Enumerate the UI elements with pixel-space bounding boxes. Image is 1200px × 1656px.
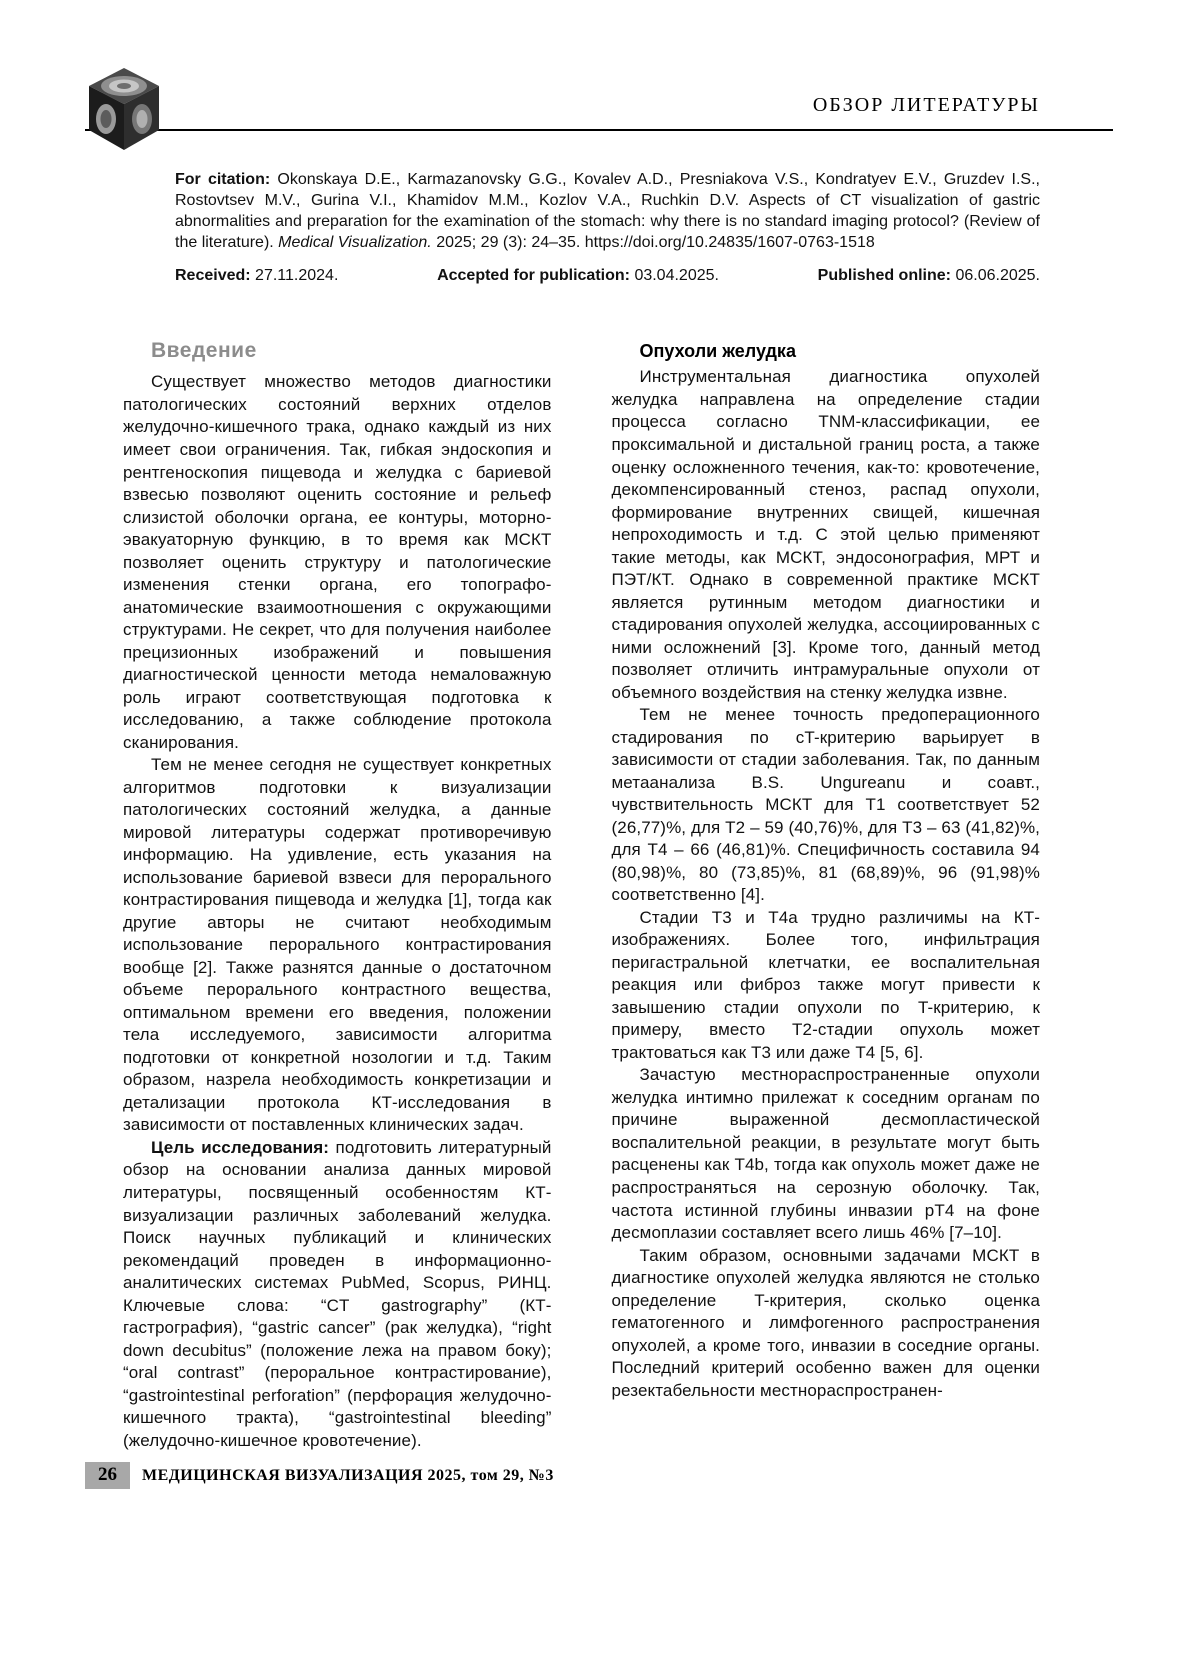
study-goal-text: подготовить литературный обзор на основании анализа данных мировой литературы, посвященный особенностям КТ-визуализации различных заболеваний желудка. Поиск научных публикаций и клинических рекомендаций проведен в информационно-аналитических системах PubMed, Scopus, РИНЦ. Ключевые слова: “CT gastrography” (КТ-гастрография), “gastric cancer” (рак желудка), “right down decubitus” (положение лежа на правом боку); “oral contrast” (пероральное контрастирование), “gastrointestinal perforation” (перфорация желудочно-кишечного тракта), “gastrointestinal bleeding” (желудочно-кишечное кровотечение). — [123, 1137, 552, 1450]
published-label: Published online: — [817, 267, 951, 285]
published-date — [818, 267, 1040, 285]
citation-journal: Medical Visualization. — [278, 234, 432, 252]
received-label: Received: — [175, 267, 251, 285]
dates-row — [175, 267, 1040, 285]
journal-footer-line: МЕДИЦИНСКАЯ ВИЗУАЛИЗАЦИЯ 2025, том 29, №3 — [142, 1466, 554, 1484]
paragraph: Существует множество методов диагностики патологических состояний верхних отделов желудочно-кишечного трака, однако каждый из них имеет свои ограничения. Так, гибкая эндоскопия и рентгеноскопия пищевода и желудка с бариевой взвесью позволяют оценить состояние и рельеф слизистой оболочки органа, ее контуры, моторно-эвакуаторную функцию, в то время как МСКТ позволяет оценить структуру и патологические изменения стенки органа, его топографо-анатомические взаимоотношения с окружающими структурами. Не секрет, что для получения наиболее прецизионных изображений и повышения диагностической ценности метода немаловажную роль играют соответствующая подготовка к исследованию, а также соблюдение протокола сканирования. — [123, 372, 552, 752]
left-column — [123, 339, 552, 1452]
article-body — [123, 339, 1040, 1452]
page-footer — [85, 1462, 554, 1489]
received-value: 27.11.2024. — [255, 267, 339, 285]
received-date — [175, 267, 338, 285]
paragraph — [123, 1137, 552, 1452]
citation-authors-title: Okonskaya D.E., Karmazanovsky G.G., Kovalev A.D., Presniakova V.S., Kondratyev E.V., Gruzdev I.S., Rostovtsev M.V., Gurina V.I., Khamidov M.M., Kozlov V.A., Ruchkin D.V. Aspects of CT visualization of gastric abnormalities and preparation for the examination of the stomach: why there is no standard imaging protocol? (Review of the literature). — [175, 171, 1040, 252]
page-header — [85, 0, 1113, 131]
accepted-date — [437, 267, 719, 285]
introduction-heading: Введение — [151, 339, 257, 363]
gastric-tumors-heading: Опухоли желудка — [639, 341, 796, 362]
journal-logo-icon — [85, 66, 163, 154]
citation-issue: 2025; 29 (3): 24–35. — [436, 234, 581, 252]
right-column — [612, 339, 1041, 1452]
citation-label: For citation: — [175, 171, 271, 188]
citation-block — [175, 169, 1040, 253]
paragraph: Тем не менее точность предоперационного стадирования по cT-критерию варьирует в зависимости от стадии заболевания. Так, по данным метаанализа B.S. Ungureanu и соавт., чувствительность МСКТ для T1 соответствует 52 (26,77)%, для T2 – 59 (40,76)%, для T3 – 63 (41,82)%, для T4 – 66 (46,81)%. Специфичность составила 94 (80,98)%, 80 (73,85)%, 81 (68,89)%, 96 (91,98)% соответственно [4]. — [611, 705, 1040, 905]
doi-link[interactable]: https://doi.org/10.24835/1607-0763-1518 — [584, 234, 875, 252]
published-value: 06.06.2025. — [955, 267, 1040, 285]
study-goal-label: Цель исследования: — [151, 1137, 330, 1157]
paragraph: Таким образом, основными задачами МСКТ в диагностике опухолей желудка являются не столько определение T-критерия, сколько оценка гематогенного и лимфогенного распространения опухолей, а кроме того, инвазии в соседние органы. Последний критерий особенно важен для оценки резектабельности местнораспространен- — [611, 1245, 1040, 1400]
paragraph: Стадии T3 и T4a трудно различимы на КТ-изображениях. Более того, инфильтрация перигастральной клетчатки, ее воспалительная реакция или фиброз также могут привести к завышению стадии опухоли по T-критерию, к примеру, вместо T2-стадии опухоль может трактоваться как T3 или даже T4 [5, 6]. — [611, 907, 1040, 1062]
section-label: ОБЗОР ЛИТЕРАТУРЫ — [812, 94, 1040, 116]
paragraph: Инструментальная диагностика опухолей желудка направлена на определение стадии процесса согласно TNM-классификации, ее проксимальной и дистальной границ роста, а также оценку осложненного течения, как-то: кровотечение, декомпенсированный стеноз, распад опухоли, формирование внутренних свищей, кишечная непроходимость и т.д. С этой целью применяют такие методы, как МСКТ, эндосонография, МРТ и ПЭТ/КТ. Однако в современной практике МСКТ является рутинным методом диагностики и стадирования опухолей желудка, ассоциированных с ними осложнений [3]. Кроме того, данный метод позволяет отличить интрамуральные опухоли от объемного воздействия на стенку желудка извне. — [611, 367, 1040, 702]
accepted-label: Accepted for publication: — [437, 267, 630, 285]
paragraph: Тем не менее сегодня не существует конкретных алгоритмов подготовки к визуализации патологических состояний желудка, а данные мировой литературы содержат противоречивую информацию. На удивление, есть указания на использование бариевой взвеси для перорального контрастирования пищевода и желудка [1], тогда как другие авторы не считают необходимым использование перорального контрастирования вообще [2]. Также разнятся данные о достаточном объеме перорального контрастного вещества, оптимальном времени его введения, положении тела исследуемого, зависимости алгоритма подготовки от конкретной нозологии и т.д. Таким образом, назрела необходимость конкретизации и детализации протокола КТ-исследования в зависимости от поставленных клинических задач. — [123, 755, 552, 1135]
accepted-value: 03.04.2025. — [634, 267, 719, 285]
page-number: 26 — [85, 1462, 130, 1489]
paragraph: Зачастую местнораспространенные опухоли желудка интимно прилежат к соседним органам по причине выраженной десмопластической воспалительной реакции, в результате могут быть расценены как T4b, тогда как опухоль может даже не распространяться на серозную оболочку. Так, частота истинной глубины инвазии pT4 на фоне десмоплазии составляет всего лишь 46% [7–10]. — [611, 1065, 1040, 1243]
